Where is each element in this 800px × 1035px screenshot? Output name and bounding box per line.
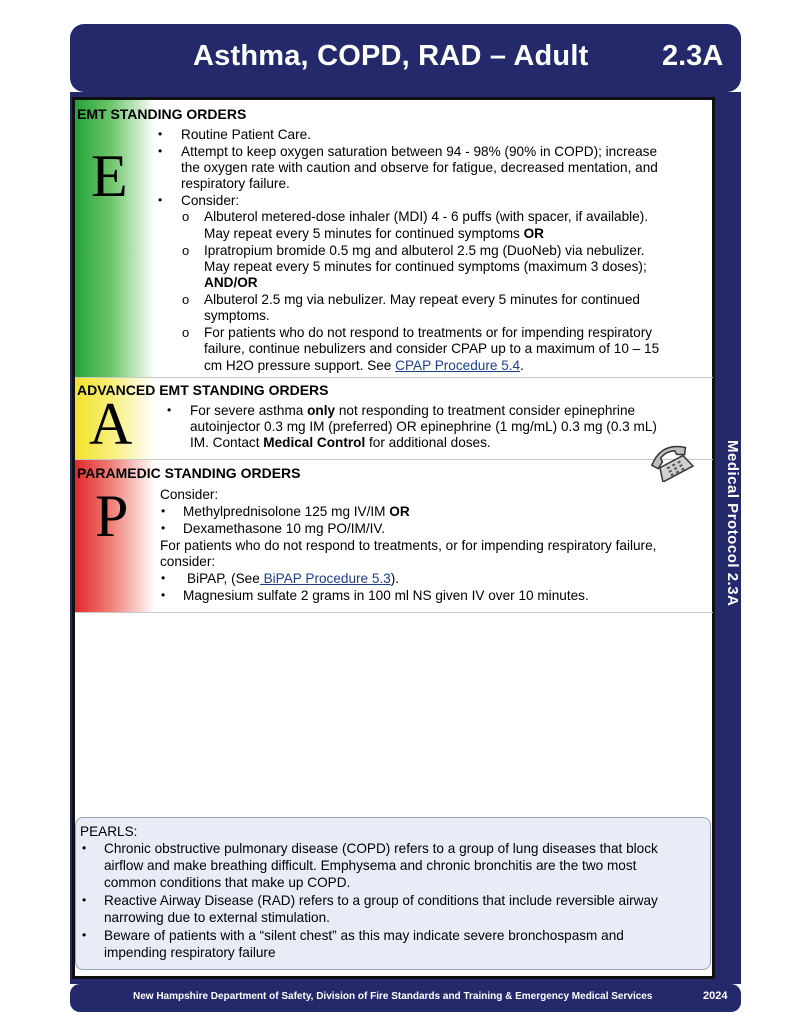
emt-item-2-line3: respiratory failure. <box>181 176 290 191</box>
pearl-2-line1: Reactive Airway Disease (RAD) refers to a group of conditions that include reversible airway <box>104 893 658 908</box>
bullet: • <box>158 193 163 207</box>
aemt-line-3: IM. Contact Medical Control for additional doses. <box>190 435 491 450</box>
section-divider <box>75 459 713 460</box>
paramedic-item-2: Dexamethasone 10 mg PO/IM/IV. <box>183 521 385 536</box>
section-divider <box>75 377 713 378</box>
paramedic-item-1: Methylprednisolone 125 mg IV/IM OR <box>183 504 410 519</box>
side-label: Medical Protocol 2.3A <box>724 440 741 607</box>
emt-heading: EMT STANDING ORDERS <box>77 106 247 122</box>
aemt-heading: ADVANCED EMT STANDING ORDERS <box>77 382 329 398</box>
bullet: • <box>167 403 172 417</box>
telephone-icon <box>645 436 695 482</box>
bullet: • <box>161 571 166 585</box>
emt-item-2-line1: Attempt to keep oxygen saturation between 94 - 98% (90% in COPD); increase <box>181 144 658 159</box>
bipap-procedure-link[interactable]: BiPAP Procedure 5.3 <box>259 571 391 586</box>
emt-sub-3-line2: symptoms. <box>204 308 270 323</box>
paramedic-consider: Consider: <box>160 487 219 502</box>
bullet: • <box>158 144 163 158</box>
pearls-heading: PEARLS: <box>80 824 138 839</box>
emt-sub-4-line2: failure, continue nebulizers and consider CPAP up to a maximum of 10 – 15 <box>204 341 660 356</box>
sub-bullet: o <box>182 292 190 307</box>
emt-sub-2-bold: AND/OR <box>204 275 258 290</box>
sub-bullet: o <box>182 209 190 224</box>
paramedic-para-line2: consider: <box>160 554 216 569</box>
bullet: • <box>161 504 166 518</box>
footer-text: New Hampshire Department of Safety, Division of Fire Standards and Training & Emergency Medical Services <box>133 991 653 1002</box>
emt-item-1: Routine Patient Care. <box>181 127 311 142</box>
emt-item-3: Consider: <box>181 193 240 208</box>
bullet: • <box>158 127 163 141</box>
bullet: • <box>82 893 87 907</box>
emt-sub-3-line1: Albuterol 2.5 mg via nebulizer. May repeat every 5 minutes for continued <box>204 292 640 307</box>
paramedic-item-4: Magnesium sulfate 2 grams in 100 ml NS given IV over 10 minutes. <box>183 588 589 603</box>
section-divider <box>75 612 713 613</box>
emt-sub-1-line1: Albuterol metered-dose inhaler (MDI) 4 - 6 puffs (with spacer, if available). <box>204 209 649 224</box>
pearl-2-line2: narrowing due to external stimulation. <box>104 910 330 925</box>
paramedic-heading: PARAMEDIC STANDING ORDERS <box>77 465 301 481</box>
pearl-3-line1: Beware of patients with a “silent chest” as this may indicate severe bronchospasm and <box>104 928 624 943</box>
emt-sub-2-line1: Ipratropium bromide 0.5 mg and albuterol 2.5 mg (DuoNeb) via nebulizer. <box>204 243 645 258</box>
paramedic-item-3: BiPAP, (See BiPAP Procedure 5.3). <box>187 571 400 586</box>
pearl-3-line2: impending respiratory failure <box>104 945 276 960</box>
emt-sub-1-line2: May repeat every 5 minutes for continued symptoms OR <box>204 226 544 241</box>
bullet: • <box>82 841 87 855</box>
emt-color-band <box>75 100 155 377</box>
protocol-number: 2.3A <box>662 40 724 72</box>
paramedic-letter: P <box>95 483 129 549</box>
emt-sub-4-line1: For patients who do not respond to treatments or for impending respiratory <box>204 325 653 340</box>
aemt-line-2: autoinjector 0.3 mg IM (preferred) OR epinephrine (1 mg/mL) 0.3 mg (0.3 mL) <box>190 419 657 434</box>
pearl-1-line1: Chronic obstructive pulmonary disease (COPD) refers to a group of lung diseases that block <box>104 841 658 856</box>
pearl-1-line2: airflow and make breathing difficult. Emphysema and chronic bronchitis are the two most <box>104 858 637 873</box>
paramedic-para-line1: For patients who do not respond to treatments, or for impending respiratory failure, <box>160 538 657 553</box>
aemt-letter: A <box>89 391 133 457</box>
emt-sub-2-line2: May repeat every 5 minutes for continued symptoms (maximum 3 doses); <box>204 259 647 274</box>
cpap-procedure-link[interactable]: CPAP Procedure 5.4 <box>395 358 521 373</box>
bullet: • <box>161 588 166 602</box>
bullet: • <box>82 928 87 942</box>
emt-sub-4-line3: cm H2O pressure support. See CPAP Procedure 5.4. <box>204 358 524 373</box>
emt-item-2-line2: the oxygen rate with caution and observe for fatigue, decreased mentation, and <box>181 160 658 175</box>
page-title: Asthma, COPD, RAD – Adult <box>193 40 589 72</box>
footer-year: 2024 <box>703 990 728 1002</box>
pearl-1-line3: common conditions that make up COPD. <box>104 875 351 890</box>
aemt-line-1: For severe asthma only not responding to treatment consider epinephrine <box>190 403 636 418</box>
sub-bullet: o <box>182 243 190 258</box>
emt-letter: E <box>91 143 128 209</box>
sub-bullet: o <box>182 325 190 340</box>
bullet: • <box>161 521 166 535</box>
